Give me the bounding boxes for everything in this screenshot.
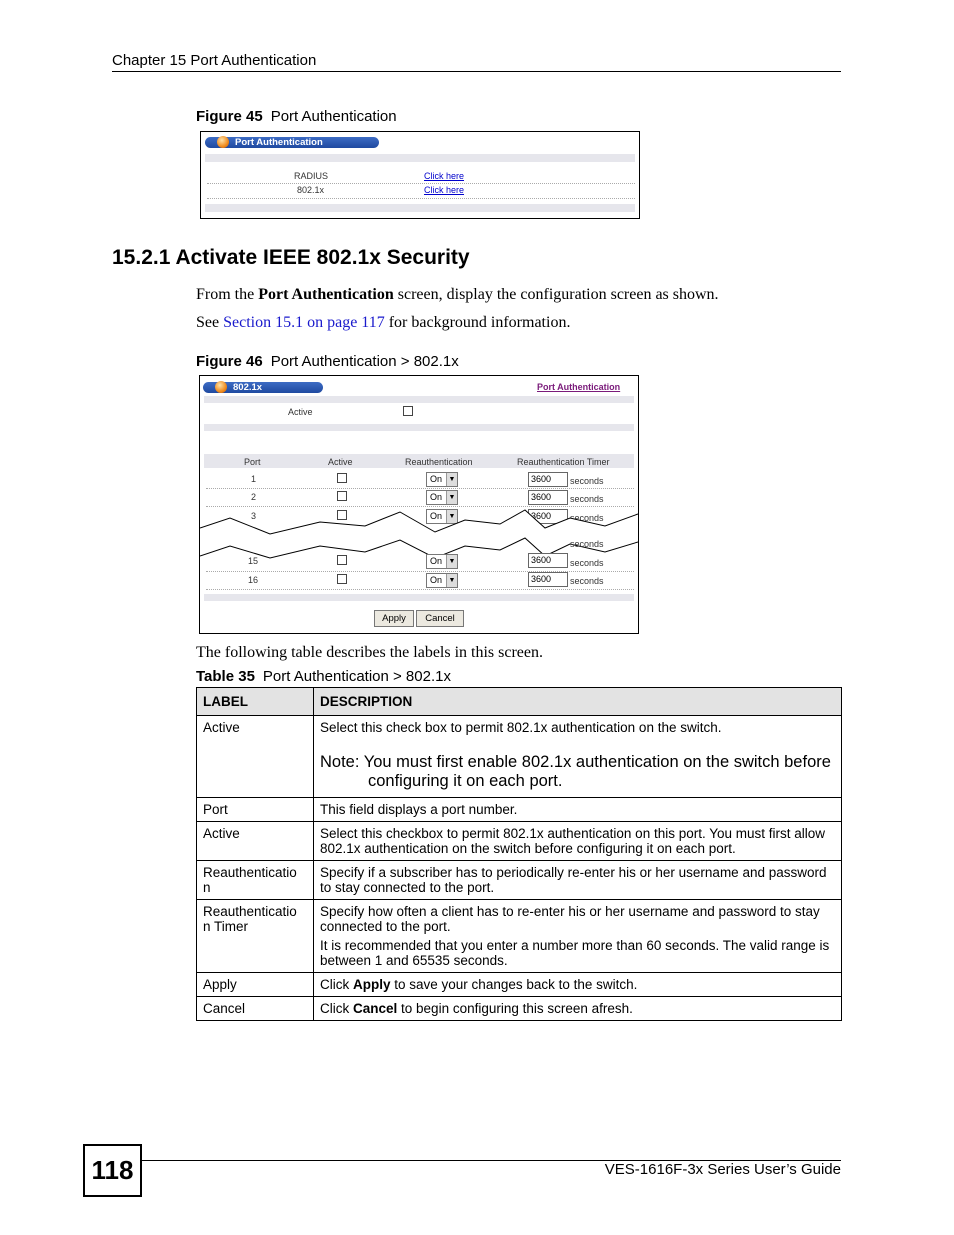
- figure-45-screenshot: [200, 131, 640, 219]
- table-35-caption: [196, 668, 451, 685]
- reauth-value: On: [430, 511, 443, 521]
- torn-page-break: [200, 506, 638, 564]
- timer-input[interactable]: 3600: [528, 553, 568, 568]
- figure-46-number: Figure 46: [196, 353, 263, 370]
- dot1x-click-here-link[interactable]: Click here: [424, 185, 465, 195]
- table-row: [197, 997, 842, 1021]
- table-row: [197, 798, 842, 822]
- para1-bold: Port Authentication: [258, 286, 394, 303]
- col-port: Port: [244, 457, 261, 467]
- row-description: [314, 973, 842, 997]
- port-active-checkbox[interactable]: [337, 473, 347, 483]
- figure-46-caption: [196, 353, 459, 370]
- row-description-text: Specify how often a client has to re-enter his or her username and password to stay connected to the port.: [320, 904, 820, 934]
- note-text: Note: You must first enable 802.1x authentication on the switch before configuring it on each port.: [320, 753, 831, 790]
- port-number: 3: [251, 511, 257, 521]
- port-number: 16: [248, 575, 259, 585]
- dot1x-panel-title: [203, 382, 323, 393]
- seconds-unit: seconds: [570, 558, 604, 568]
- row-label: Reauthenticatio n: [197, 861, 314, 900]
- col-reauthentication: Reauthentication: [405, 457, 473, 467]
- apply-button[interactable]: Apply: [374, 610, 414, 627]
- row-divider: [206, 571, 634, 572]
- header-rule: [112, 71, 841, 72]
- intro-paragraph-1: [196, 286, 719, 304]
- row-label: Cancel: [197, 997, 314, 1021]
- radius-label: RADIUS: [294, 171, 329, 181]
- panel-band: [205, 154, 635, 162]
- orb-icon: [215, 381, 227, 393]
- para1-text-end: screen, display the configuration screen as shown.: [393, 286, 719, 303]
- col-reauth-timer: Reauthentication Timer: [517, 457, 610, 467]
- table-row: [197, 716, 842, 798]
- panel-band: [205, 204, 635, 212]
- guide-title: VES-1616F-3x Series User’s Guide: [604, 1161, 841, 1178]
- port-active-checkbox[interactable]: [337, 555, 347, 565]
- row-label: Active: [197, 822, 314, 861]
- description-table: [196, 687, 842, 1021]
- port-number: 15: [248, 556, 259, 566]
- dot1x-panel-title-text: 802.1x: [233, 382, 263, 393]
- desc-bold: Apply: [353, 977, 391, 992]
- row-description: [314, 997, 842, 1021]
- row-description-text: It is recommended that you enter a number more than 60 seconds. The valid range is between 1 and 65535 seconds.: [320, 938, 830, 968]
- orb-icon: [217, 136, 229, 148]
- desc-text: Click: [320, 977, 353, 992]
- port-auth-panel-title-text: Port Authentication: [235, 137, 323, 148]
- reauth-select[interactable]: [426, 490, 458, 505]
- reauth-value: On: [430, 556, 443, 566]
- seconds-unit: seconds: [570, 513, 604, 523]
- reauth-value: On: [430, 492, 443, 502]
- seconds-unit: seconds: [570, 476, 604, 486]
- panel-band: [204, 396, 634, 403]
- seconds-unit: seconds: [570, 494, 604, 504]
- col-active: Active: [328, 457, 353, 467]
- table-header-row: [197, 688, 842, 716]
- desc-text-end: to save your changes back to the switch.: [390, 977, 638, 992]
- section-cross-reference-link[interactable]: Section 15.1 on page 117: [223, 314, 385, 331]
- para1-text: From the: [196, 286, 259, 303]
- reauth-select[interactable]: [426, 554, 458, 569]
- seconds-unit: seconds: [570, 576, 604, 586]
- row-divider: [207, 183, 635, 184]
- global-active-label: Active: [288, 407, 313, 417]
- dropdown-arrow-icon: ▼: [446, 491, 457, 504]
- global-active-checkbox[interactable]: [403, 406, 413, 416]
- seconds-unit-partial: seconds: [570, 539, 604, 549]
- panel-band: [204, 424, 634, 431]
- row-label: Port: [197, 798, 314, 822]
- row-description: Select this checkbox to permit 802.1x authentication on this port. You must first allow 802.1x authentication on the switch before configuring it on each port.: [314, 822, 842, 861]
- page-number: 118: [83, 1144, 142, 1197]
- cancel-button[interactable]: Cancel: [416, 610, 464, 627]
- figure-45-title: Port Authentication: [270, 108, 397, 125]
- reauth-select[interactable]: [426, 472, 458, 487]
- reauth-value: On: [430, 474, 443, 484]
- table-row: [197, 973, 842, 997]
- section-title: 15.2.1 Activate IEEE 802.1x Security: [112, 246, 470, 269]
- desc-text-end: to begin configuring this screen afresh.: [397, 1001, 633, 1016]
- port-auth-panel-title: [205, 137, 379, 148]
- para2-text: See: [196, 314, 224, 331]
- row-description-text: Select this check box to permit 802.1x authentication on the switch.: [320, 720, 722, 735]
- port-active-checkbox[interactable]: [337, 574, 347, 584]
- figure-45-number: Figure 45: [196, 108, 263, 125]
- row-description: [314, 900, 842, 973]
- row-label: Apply: [197, 973, 314, 997]
- timer-input[interactable]: 3600: [528, 572, 568, 587]
- panel-band: [204, 594, 634, 601]
- row-divider: [206, 488, 634, 489]
- figure-46-title: Port Authentication > 802.1x: [270, 353, 459, 370]
- row-description: Specify if a subscriber has to periodically re-enter his or her username and password to stay connected to the port.: [314, 861, 842, 900]
- dot1x-label: 802.1x: [297, 185, 325, 195]
- dropdown-arrow-icon: ▼: [446, 555, 457, 568]
- table-35-number: Table 35: [196, 668, 255, 685]
- table-intro-text: The following table describes the labels in this screen.: [196, 644, 544, 661]
- para2-text-end: for background information.: [384, 314, 571, 331]
- row-description: This field displays a port number.: [314, 798, 842, 822]
- description-column-header: DESCRIPTION: [314, 688, 842, 716]
- figure-46-screenshot: [199, 375, 639, 634]
- port-active-checkbox[interactable]: [337, 491, 347, 501]
- table-row: [197, 900, 842, 973]
- row-divider: [207, 198, 635, 199]
- table-row: [197, 861, 842, 900]
- dropdown-arrow-icon: ▼: [446, 510, 457, 523]
- figure-45-caption: [196, 108, 397, 125]
- row-divider: [206, 589, 634, 590]
- table-row: [197, 822, 842, 861]
- timer-input[interactable]: 3600: [528, 490, 568, 505]
- port-number: 1: [251, 474, 257, 484]
- port-number: 2: [251, 492, 257, 502]
- row-label: Active: [197, 716, 314, 798]
- row-label: Reauthenticatio n Timer: [197, 900, 314, 973]
- radius-click-here-link[interactable]: Click here: [424, 171, 465, 181]
- port-authentication-back-link[interactable]: Port Authentication: [537, 382, 621, 392]
- intro-paragraph-2: [196, 314, 570, 332]
- row-description: [314, 716, 842, 798]
- dropdown-arrow-icon: ▼: [446, 574, 457, 587]
- table-35-title: Port Authentication > 802.1x: [262, 668, 451, 685]
- desc-text: Click: [320, 1001, 353, 1016]
- chapter-header: Chapter 15 Port Authentication: [112, 52, 317, 69]
- desc-bold: Cancel: [353, 1001, 398, 1016]
- timer-input[interactable]: 3600: [528, 509, 568, 524]
- reauth-select[interactable]: [426, 573, 458, 588]
- label-column-header: LABEL: [197, 688, 314, 716]
- dropdown-arrow-icon: ▼: [446, 473, 457, 486]
- reauth-value: On: [430, 575, 443, 585]
- timer-input[interactable]: 3600: [528, 472, 568, 487]
